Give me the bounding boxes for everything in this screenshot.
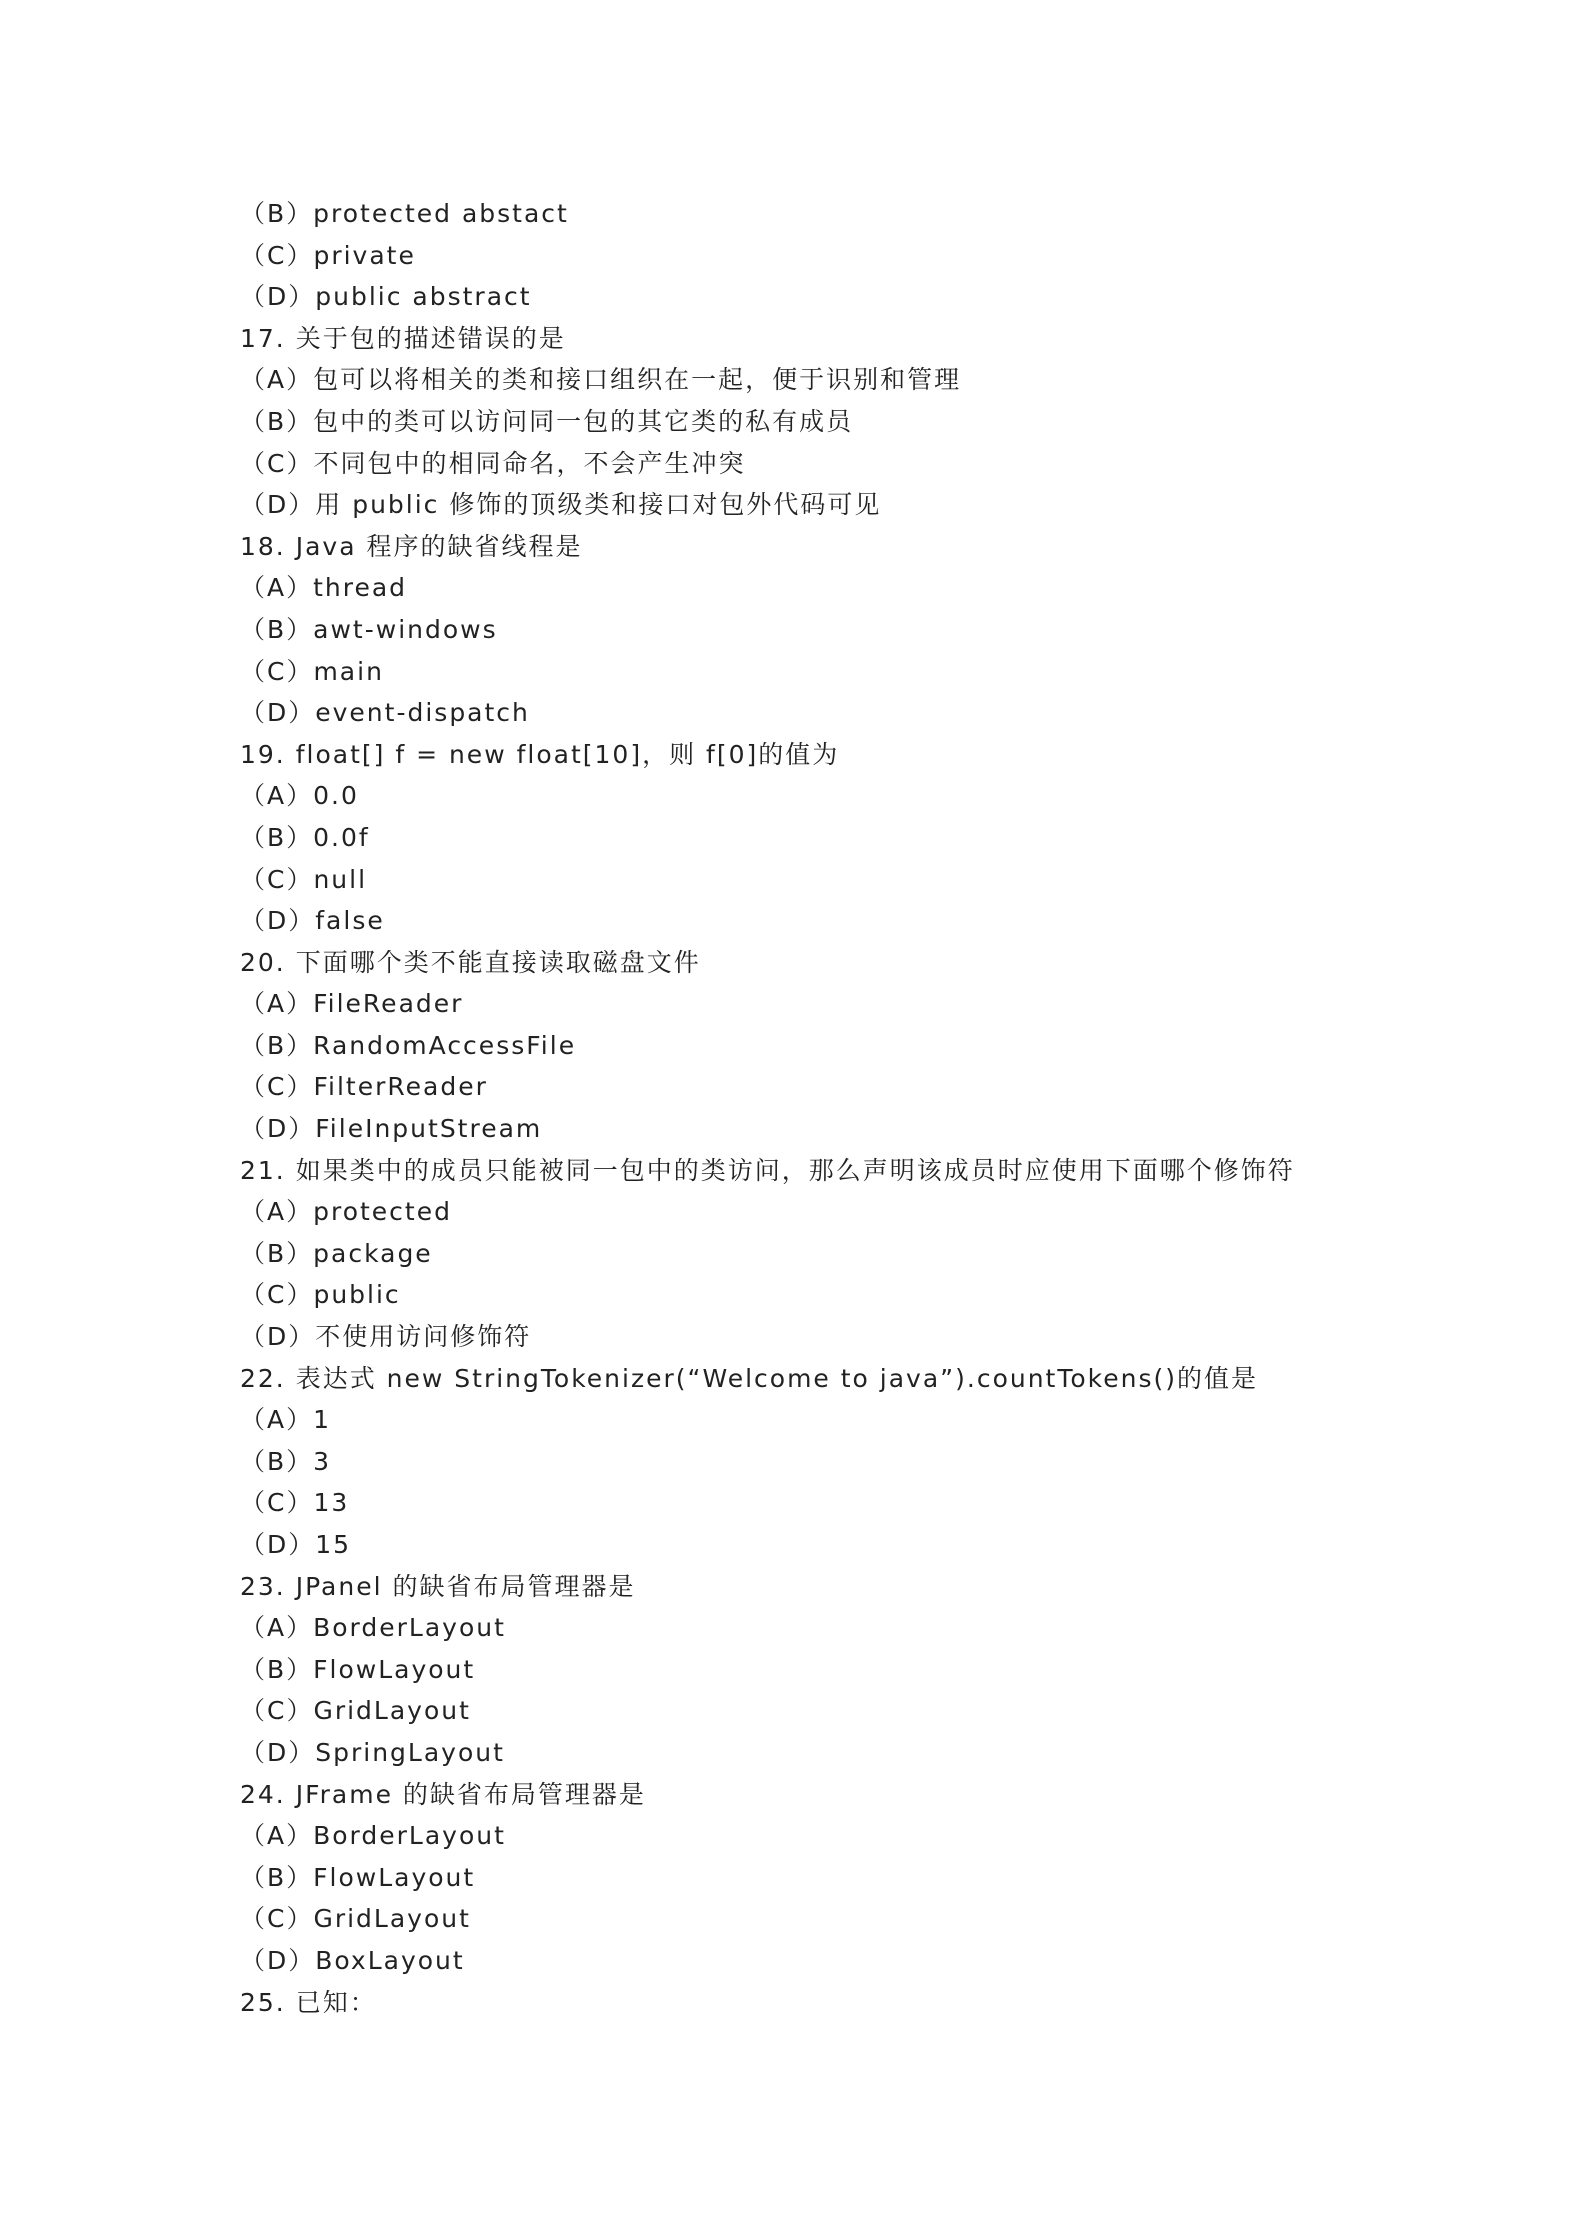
answer-option: （B）awt-windows bbox=[240, 614, 498, 644]
answer-option: （D）FileInputStream bbox=[240, 1114, 543, 1144]
question-text: 24. JFrame 的缺省布局管理器是 bbox=[240, 1779, 646, 1809]
answer-option: （C）null bbox=[240, 864, 368, 894]
answer-option: （C）13 bbox=[240, 1488, 350, 1518]
answer-option: （D）false bbox=[240, 906, 385, 936]
answer-option: （B）0.0f bbox=[240, 822, 370, 852]
answer-option: （C）GridLayout bbox=[240, 1904, 471, 1934]
answer-option: （A）BorderLayout bbox=[240, 1613, 506, 1643]
answer-option: （C）main bbox=[240, 656, 384, 686]
question-text: 22. 表达式 new StringTokenizer(“Welcome to java”).countTokens()的值是 bbox=[240, 1363, 1259, 1393]
answer-option: （B）包中的类可以访问同一包的其它类的私有成员 bbox=[240, 406, 854, 436]
answer-option: （A）FileReader bbox=[240, 989, 464, 1019]
answer-option: （B）FlowLayout bbox=[240, 1862, 476, 1892]
question-text: 19. float[] f = new float[10]，则 f[0]的值为 bbox=[240, 739, 840, 769]
answer-option: （C）不同包中的相同命名，不会产生冲突 bbox=[240, 448, 746, 478]
answer-option: （B）package bbox=[240, 1238, 433, 1268]
answer-option: （B）protected abstact bbox=[240, 199, 569, 228]
answer-option: （C）FilterReader bbox=[240, 1072, 488, 1102]
question-text: 23. JPanel 的缺省布局管理器是 bbox=[240, 1571, 636, 1601]
answer-option: （B）3 bbox=[240, 1446, 332, 1476]
question-text: 25. 已知： bbox=[240, 1987, 377, 2017]
question-text: 21. 如果类中的成员只能被同一包中的类访问，那么声明该成员时应使用下面哪个修饰符 bbox=[240, 1155, 1295, 1185]
question-text: 17. 关于包的描述错误的是 bbox=[240, 323, 566, 353]
answer-option: （A）thread bbox=[240, 573, 408, 603]
answer-option: （D）event-dispatch bbox=[240, 698, 530, 728]
answer-option: （A）0.0 bbox=[240, 781, 359, 811]
answer-option: （C）public bbox=[240, 1280, 401, 1310]
answer-option: （C）private bbox=[240, 240, 416, 270]
answer-option: （D）SpringLayout bbox=[240, 1737, 505, 1767]
answer-option: （D）不使用访问修饰符 bbox=[240, 1322, 532, 1352]
answer-option: （B）RandomAccessFile bbox=[240, 1030, 577, 1060]
answer-option: （A）1 bbox=[240, 1405, 332, 1435]
question-text: 18. Java 程序的缺省线程是 bbox=[240, 531, 583, 561]
document-body bbox=[240, 193, 1440, 2023]
answer-option: （D）用 public 修饰的顶级类和接口对包外代码可见 bbox=[240, 490, 882, 520]
answer-option: （C）GridLayout bbox=[240, 1696, 471, 1726]
answer-option: （D）15 bbox=[240, 1530, 352, 1559]
answer-option: （A）BorderLayout bbox=[240, 1821, 506, 1851]
answer-option: （A）包可以将相关的类和接口组织在一起，便于识别和管理 bbox=[240, 365, 962, 395]
question-text: 20. 下面哪个类不能直接读取磁盘文件 bbox=[240, 947, 701, 977]
answer-option: （D）BoxLayout bbox=[240, 1945, 465, 1975]
answer-option: （B）FlowLayout bbox=[240, 1654, 476, 1684]
answer-option: （A）protected bbox=[240, 1197, 452, 1227]
answer-option: （D）public abstract bbox=[240, 282, 532, 312]
